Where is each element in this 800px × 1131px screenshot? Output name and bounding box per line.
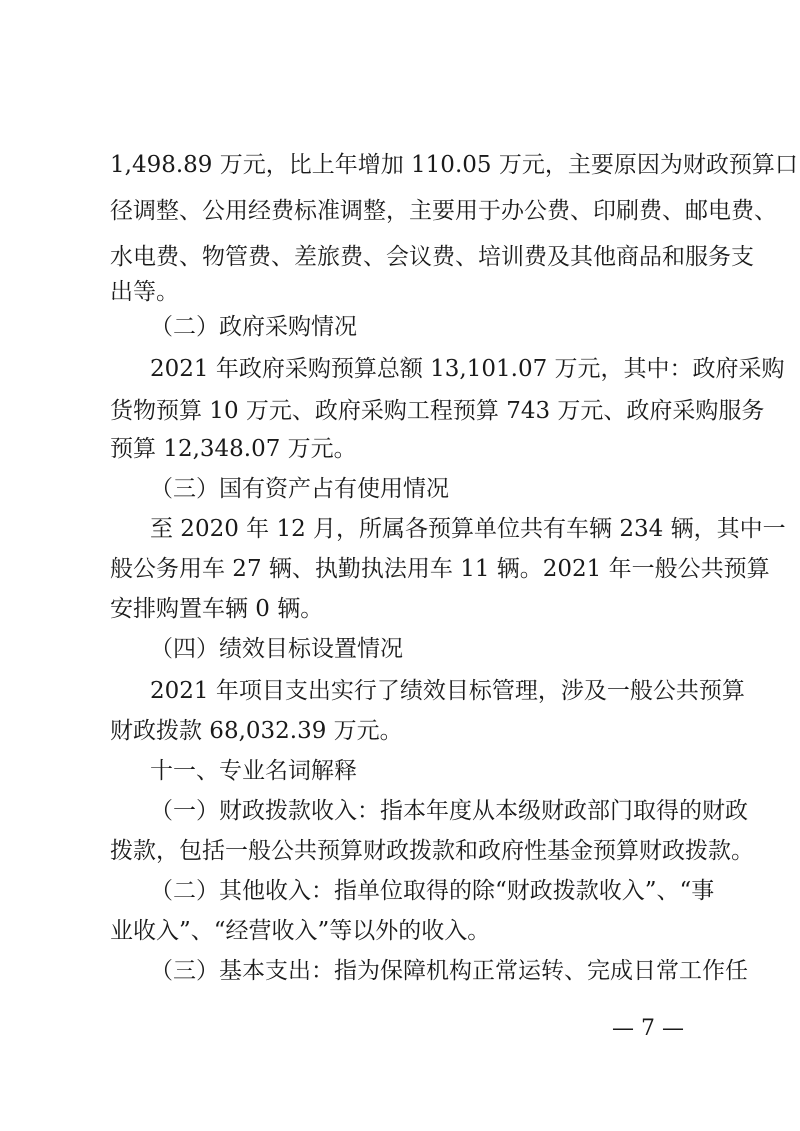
text-line: 业收入”、“经营收入”等以外的收入。 bbox=[110, 918, 491, 944]
page-number: — 7 — bbox=[612, 1016, 684, 1041]
text-line: 货物预算 10 万元、政府采购工程预算 743 万元、政府采购服务 bbox=[110, 398, 765, 424]
text-line: 2021 年政府采购预算总额 13,101.07 万元，其中：政府采购 bbox=[150, 356, 785, 382]
text-line: 水电费、物管费、差旅费、会议费、培训费及其他商品和服务支 bbox=[110, 244, 754, 270]
section-heading-state-assets: （三）国有资产占有使用情况 bbox=[150, 476, 449, 502]
text-line: （一）财政拨款收入：指本年度从本级财政部门取得的财政 bbox=[150, 798, 748, 824]
section-heading-glossary: 十一、专业名词解释 bbox=[150, 758, 357, 784]
text-line: 径调整、公用经费标准调整，主要用于办公费、印刷费、邮电费、 bbox=[110, 198, 777, 224]
text-line: （三）基本支出：指为保障机构正常运转、完成日常工作任 bbox=[150, 958, 748, 984]
text-line: 预算 12,348.07 万元。 bbox=[110, 436, 357, 462]
text-line: 出等。 bbox=[110, 279, 179, 305]
text-line: 2021 年项目支出实行了绩效目标管理，涉及一般公共预算 bbox=[150, 678, 745, 704]
text-line: 般公务用车 27 辆、执勤执法用车 11 辆。2021 年一般公共预算 bbox=[110, 556, 770, 582]
text-line: 安排购置车辆 0 辆。 bbox=[110, 596, 324, 622]
text-line: 财政拨款 68,032.39 万元。 bbox=[110, 718, 403, 744]
section-heading-performance: （四）绩效目标设置情况 bbox=[150, 636, 403, 662]
text-line: 至 2020 年 12 月，所属各预算单位共有车辆 234 辆，其中一 bbox=[150, 516, 786, 542]
text-line: 拨款，包括一般公共预算财政拨款和政府性基金预算财政拨款。 bbox=[110, 838, 754, 864]
text-line: （二）其他收入：指单位取得的除“财政拨款收入”、“事 bbox=[150, 878, 715, 904]
text-line: 1,498.89 万元，比上年增加 110.05 万元，主要原因为财政预算口 bbox=[110, 152, 798, 178]
section-heading-procurement: （二）政府采购情况 bbox=[150, 314, 357, 340]
